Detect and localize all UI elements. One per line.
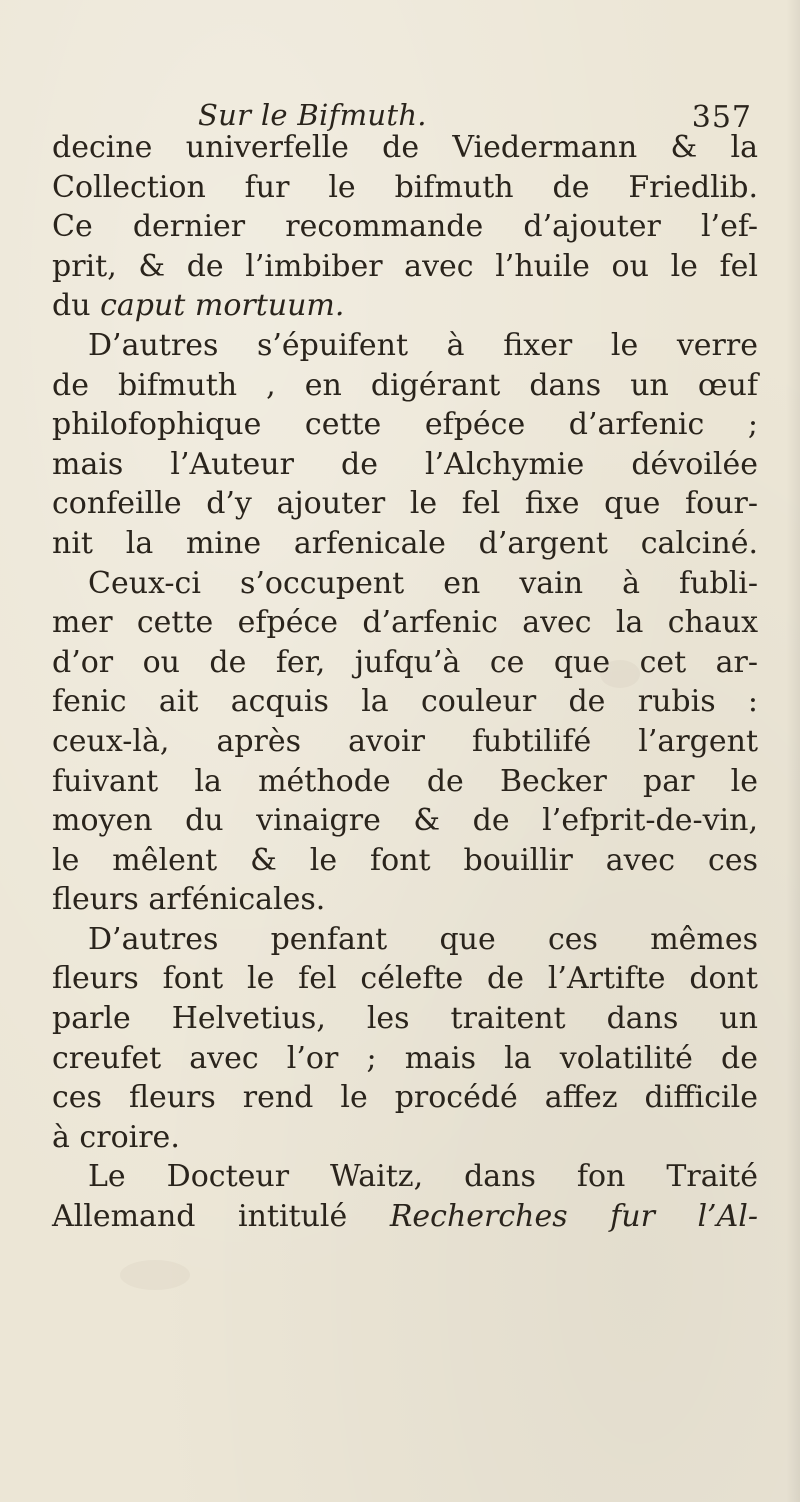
text-line: fleurs arfénicales. — [52, 882, 326, 918]
text-line — [52, 1197, 758, 1237]
text-line: le mêlent & le font bouillir avec ces — [52, 842, 758, 878]
text-line: moyen du vinaigre & de l’efprit-de-vin, — [52, 803, 758, 839]
text-line: creufet avec l’or ; mais la volatilité de — [52, 1040, 758, 1076]
text-line-paragraph-start: Le Docteur Waitz, dans fon Traité — [88, 1159, 758, 1195]
text-line: Collection fur le bifmuth de Friedlib. — [52, 169, 758, 205]
text-line-roman: du — [52, 288, 101, 324]
text-line: confeille d’y ajouter le fel fixe que four- — [52, 486, 758, 522]
text-line-paragraph-start: D’autres penfant que ces mêmes — [88, 921, 758, 957]
text-line: parle Helvetius, les traitent dans un — [52, 1001, 758, 1037]
text-line: decine univerfelle de Viedermann & la — [52, 130, 758, 165]
text-line: mais l’Auteur de l’Alchymie dévoilée — [52, 446, 758, 482]
text-line: d’or ou de fer, jufqu’à ce que cet ar- — [52, 644, 758, 680]
page-edge-shadow — [786, 0, 800, 1502]
text-line: fenic ait acquis la couleur de rubis : — [52, 684, 758, 720]
text-line-paragraph-start: D’autres s’épuifent à fixer le verre — [88, 327, 758, 363]
text-line: nit la mine arfenicale d’argent calciné. — [52, 525, 758, 561]
text-line-roman: Allemand intitulé — [52, 1199, 390, 1235]
text-line — [52, 286, 758, 326]
text-line: ces fleurs rend le procédé affez difficile — [52, 1080, 758, 1116]
text-line: à croire. — [52, 1119, 180, 1155]
text-line: fleurs font le fel célefte de l’Artifte dont — [52, 961, 758, 997]
text-line: philofophique cette efpéce d’arfenic ; — [52, 407, 758, 443]
running-head: Sur le Bifmuth. — [198, 98, 427, 132]
text-line: prit, & de l’imbiber avec l’huile ou le fel — [52, 248, 758, 284]
paper-stain — [120, 1260, 190, 1290]
text-line-italic: caput mortuum. — [100, 288, 345, 324]
text-line-paragraph-start: Ceux-ci s’occupent en vain à fubli- — [88, 565, 758, 601]
text-line: mer cette efpéce d’arfenic avec la chaux — [52, 605, 758, 641]
text-line-italic: Recherches fur l’Al- — [389, 1199, 758, 1235]
text-line: ceux-là, après avoir fubtilifé l’argent — [52, 723, 758, 759]
text-line: fuivant la méthode de Becker par le — [52, 763, 758, 799]
text-line: de bifmuth , en digérant dans un œuf — [52, 367, 758, 403]
page-number: 357 — [691, 100, 752, 135]
text-line: Ce dernier recommande d’ajouter l’ef- — [52, 209, 758, 245]
body-text — [52, 128, 758, 1237]
